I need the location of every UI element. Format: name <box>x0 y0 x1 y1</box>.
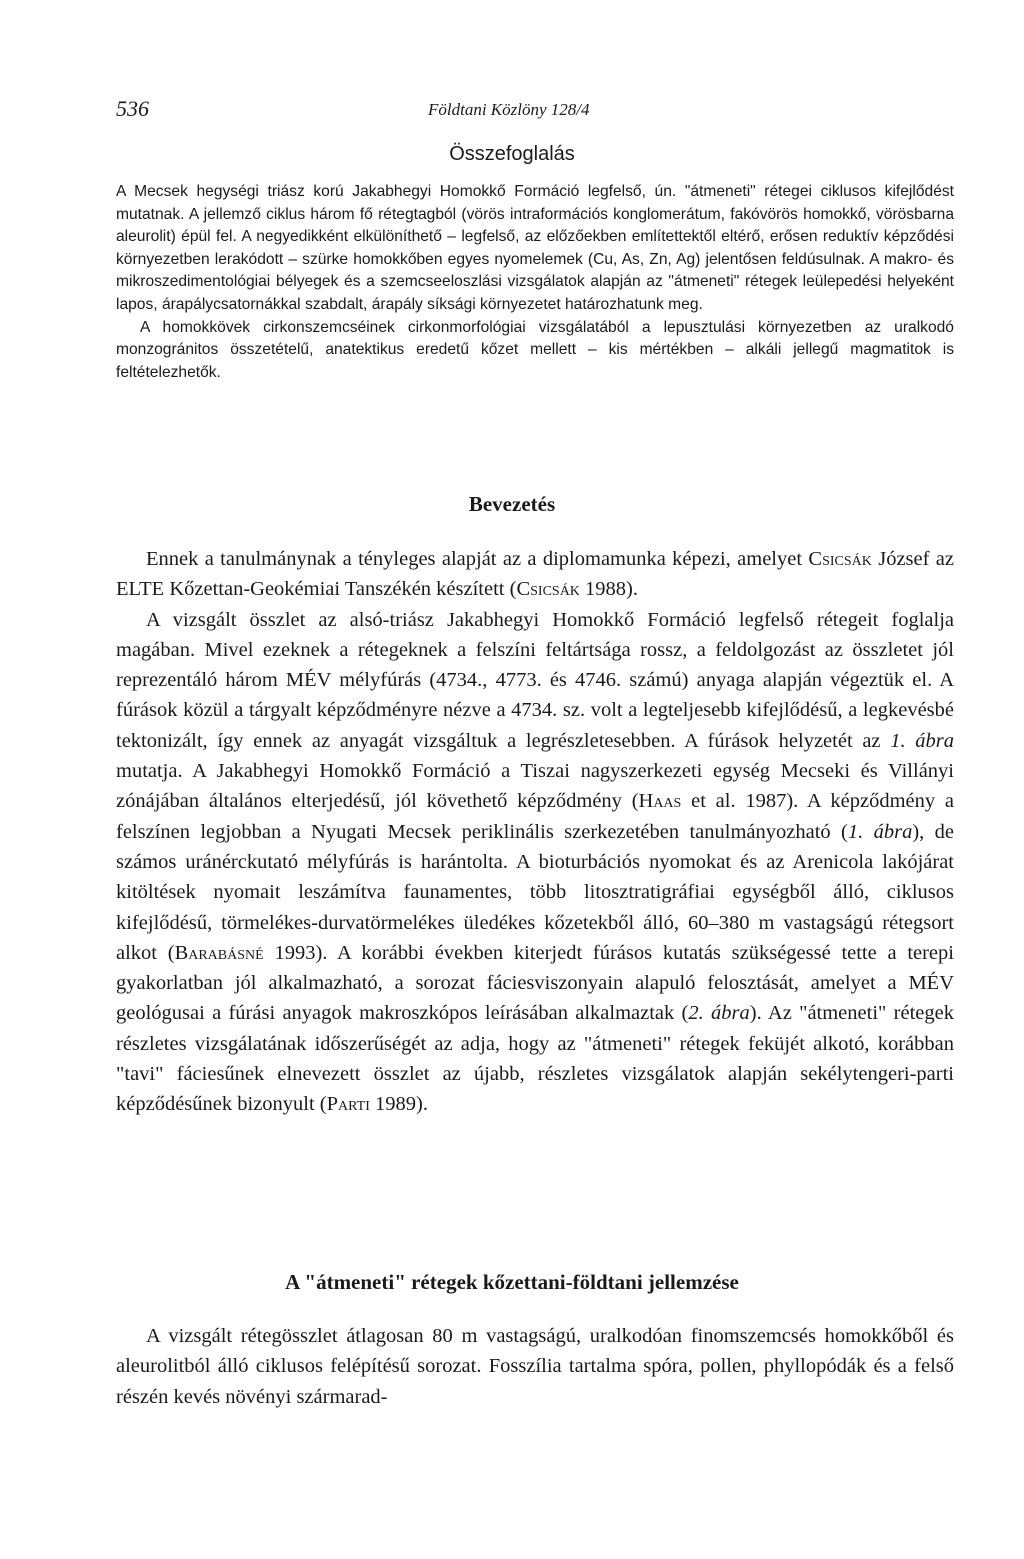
figure-reference: 1. ábra <box>847 820 913 843</box>
page-number: 536 <box>116 96 149 121</box>
figure-reference: 1. ábra <box>890 729 954 752</box>
text-run: Ennek a tanulmánynak a tényleges alapját az a diplomamunka képezi, amelyet <box>146 548 809 570</box>
summary-text <box>116 181 954 384</box>
summary-paragraph: A homokkövek cirkonszemcséinek cirkonmorfológiai vizsgálatából a lepusztulási környezetben az uralkodó monzogránitos összetételű, anatektikus eredetű kőzet mellett – kis mértékben – alkáli jellegű magmatitok is feltételezhetők. <box>116 318 954 381</box>
text-run: A vizsgált összlet az alsó-triász Jakabhegyi Homokkő Formáció legfelső rétegeit foglalja magában. Mivel ezeknek a rétegeknek a felszíni feltártsága rossz, a feldolgozást az összletet jól reprezentáló három MÉV mélyfúrás (4734., 4773. és 4746. számú) anyaga alapján végeztük el. A fúrások közül a tárgyalt képződményre nézve a 4734. sz. volt a legteljesebb kifejlődésű, a legkevésbé tektonizált, így ennek az anyagát vizsgáltuk a legrészletesebben. A fúrások helyzetét az <box>116 608 954 752</box>
intro-heading: Bevezetés <box>468 492 556 516</box>
author-citation: Barabásné <box>174 941 264 964</box>
running-header <box>116 96 958 126</box>
intro-paragraph <box>116 605 954 1120</box>
text-run: 1993). A korábbi években kiterjedt fúrásos kutatás szükségessé tette a terepi gyakorlatban jól alkalmazható, a sorozat fáciesviszonyain alapuló felosztását, amelyet a MÉV geológusai a fúrási anyagok makroszkópos leírásában alkalmaztak ( <box>116 941 954 1025</box>
text-run: et al. 1987). A képződmény a felszínen legjobban a Nyugati Mecsek periklinális szerkezetében tanulmányozható ( <box>116 790 954 843</box>
author-citation: Csicsák <box>808 548 872 570</box>
section-heading: A "átmeneti" rétegek kőzettani-földtani jellemzése <box>285 1270 739 1294</box>
summary-paragraph: A Mecsek hegységi triász korú Jakabhegyi Homokkő Formáció legfelső, ún. "átmeneti" rétegei ciklusos kifejlődést mutatnak. A jellemző ciklus három fő rétegtagból (vörös intraformációs konglomerátum, fakóvörös homokkő, vörösbarna aleurolit) épül fel. A negyedikként elkülöníthető – legfelső, az előzőekben említettektől eltérő, erősen reduktív képződési környezetben lerakódott – szürke homokkőben egyes nyomelemek (Cu, As, Zn, Ag) jelentősen feldúsulnak. A makro- és mikroszedimentológiai bélyegek és a szemcseeloszlási vizsgálatok alapján az "átmeneti" rétegek leülepedési helyeként lapos, árapálycsatornákkal szabdalt, árapály síksági környezetet határozhatunk meg. <box>116 183 954 313</box>
text-run: 1988). <box>579 578 638 601</box>
section-text <box>116 1321 954 1412</box>
author-citation: Parti <box>326 1093 370 1116</box>
figure-reference: 2. ábra <box>688 1002 750 1025</box>
text-run: ). Az "átmeneti" rétegek részletes vizsgálatának időszerűségét az adja, hogy az "átmeneti" rétegek feküjét alkotó, korábban "tavi" fáciesűnek elnevezett összlet az újabb, részletes vizsgálatok alapján sekélytengeri-parti képződésűnek bizonyult ( <box>116 1002 954 1116</box>
summary-title: Összefoglalás <box>449 143 575 165</box>
intro-paragraph <box>116 544 954 605</box>
text-run: mutatja. A Jakabhegyi Homokkő Formáció a Tiszai nagyszerkezeti egység Mecseki és Villányi zónájában általános elterjedésű, jól követhető képződmény ( <box>116 760 954 813</box>
section-paragraph: A vizsgált rétegösszlet átlagosan 80 m vastagságú, uralkodóan finomszemcsés homokkőből és aleurolitból álló ciklusos felépítésű sorozat. Fosszília tartalma spóra, pollen, phyllopódák és a felső részén kevés növényi szármarad- <box>116 1325 954 1408</box>
text-run: 1989). <box>369 1093 428 1116</box>
intro-text <box>116 544 954 1120</box>
author-citation: Haas <box>638 790 682 813</box>
text-run: József az ELTE Kőzettan-Geokémiai Tanszékén készített ( <box>116 548 954 601</box>
text-run: ), de számos uránérckutató mélyfúrás is harántolta. A bioturbációs nyomokat és az Arenicola lakójárat kitöltések nyomait leszámítva faunamentes, több litosztratigráfiai egységből álló, ciklusos kifejlődésű, törmelékes-durvatörmelékes üledékes kőzetekből álló, 60–380 m vastagságú rétegsort alkot ( <box>116 820 954 964</box>
journal-title: Földtani Közlöny 128/4 <box>428 100 590 119</box>
author-citation: Csicsák <box>516 578 580 601</box>
